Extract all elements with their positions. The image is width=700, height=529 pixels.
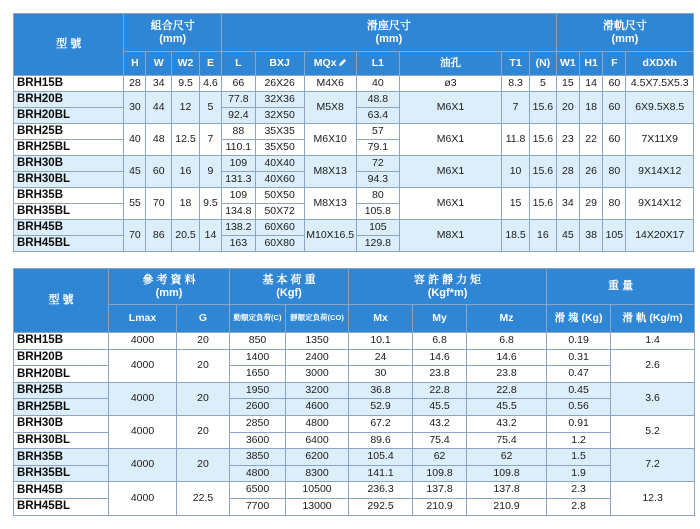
cell-mz: 23.8	[467, 366, 547, 383]
table-row	[14, 449, 695, 466]
cell-n: 15.6	[530, 156, 557, 188]
cell-c0: 6200	[286, 449, 349, 466]
cell-my: 22.8	[413, 382, 467, 399]
col-header: 靜額定負荷(CO)	[286, 305, 349, 333]
group-header-moment: 容 許 靜 力 矩 (Kgf*m)	[349, 269, 547, 305]
cell-l1: 105	[356, 220, 399, 236]
cell-l1: 40	[356, 76, 399, 92]
load-table	[13, 268, 695, 516]
cell-e: 4.6	[199, 76, 221, 92]
table-row	[14, 156, 694, 172]
cell-t1: 7	[502, 92, 530, 124]
cell-l1: 94.3	[356, 172, 399, 188]
cell-block: 2.8	[547, 498, 611, 515]
cell-mz: 75.4	[467, 432, 547, 449]
table-row	[14, 349, 695, 366]
cell-w: 34	[146, 76, 172, 92]
cell-rail: 7.2	[611, 449, 695, 482]
cell-f: 60	[603, 76, 626, 92]
cell-c: 1400	[230, 349, 286, 366]
cell-dxdxh: 9X14X12	[626, 156, 694, 188]
table-row	[14, 382, 695, 399]
cell-l1: 79.1	[356, 140, 399, 156]
cell-l: 92.4	[222, 108, 256, 124]
cell-bxj: 40X60	[255, 172, 304, 188]
model-cell: BRH45B	[14, 220, 124, 236]
cell-t1: 18.5	[502, 220, 530, 252]
model-cell: BRH20BL	[14, 108, 124, 124]
cell-my: 75.4	[413, 432, 467, 449]
cell-c0: 3200	[286, 382, 349, 399]
cell-c0: 1350	[286, 333, 349, 350]
model-cell: BRH45BL	[14, 236, 124, 252]
cell-block: 0.31	[547, 349, 611, 366]
col-header: Mz	[467, 305, 547, 333]
cell-mx: 141.1	[349, 465, 413, 482]
cell-h: 40	[124, 124, 146, 156]
cell-c: 3850	[230, 449, 286, 466]
cell-dxdxh: 7X11X9	[626, 124, 694, 156]
group-header-reference: 參 考 資 料 (mm)	[109, 269, 230, 305]
cell-t1: 8.3	[502, 76, 530, 92]
table-row	[14, 76, 694, 92]
model-header: 型 號	[14, 14, 124, 76]
cell-e: 9.5	[199, 188, 221, 220]
cell-n: 16	[530, 220, 557, 252]
model-cell: BRH30B	[14, 415, 109, 432]
cell-l1: 57	[356, 124, 399, 140]
model-cell: BRH25BL	[14, 399, 109, 416]
cell-h: 55	[124, 188, 146, 220]
col-header: BXJ	[255, 52, 304, 76]
model-cell: BRH35B	[14, 449, 109, 466]
cell-mz: 109.8	[467, 465, 547, 482]
cell-w1: 20	[556, 92, 579, 124]
cell-l: 88	[222, 124, 256, 140]
cell-l1: 105.8	[356, 204, 399, 220]
col-header: Lmax	[109, 305, 177, 333]
cell-c0: 4800	[286, 415, 349, 432]
cell-dxdxh: 9X14X12	[626, 188, 694, 220]
cell-e: 9	[199, 156, 221, 188]
group-header-block: 滑座尺寸 (mm)	[222, 14, 557, 52]
cell-n: 15.6	[530, 188, 557, 220]
cell-c0: 10500	[286, 482, 349, 499]
cell-oil: ø3	[399, 76, 501, 92]
cell-l: 109	[222, 188, 256, 204]
cell-c0: 6400	[286, 432, 349, 449]
cell-mz: 14.6	[467, 349, 547, 366]
cell-bxj: 32X50	[255, 108, 304, 124]
cell-mz: 6.8	[467, 333, 547, 350]
cell-h: 45	[124, 156, 146, 188]
cell-c: 3600	[230, 432, 286, 449]
cell-my: 109.8	[413, 465, 467, 482]
cell-c0: 3000	[286, 366, 349, 383]
col-header: L	[222, 52, 256, 76]
col-header: W2	[172, 52, 200, 76]
cell-mqx: M6X10	[304, 124, 356, 156]
cell-w1: 23	[556, 124, 579, 156]
cell-g: 20	[177, 333, 230, 350]
group-header-assembly: 組合尺寸 (mm)	[124, 14, 222, 52]
load-body	[14, 333, 695, 516]
col-header: G	[177, 305, 230, 333]
cell-w1: 28	[556, 156, 579, 188]
cell-mx: 30	[349, 366, 413, 383]
cell-mz: 62	[467, 449, 547, 466]
model-cell: BRH35BL	[14, 465, 109, 482]
cell-mx: 89.6	[349, 432, 413, 449]
cell-block: 0.91	[547, 415, 611, 432]
cell-my: 62	[413, 449, 467, 466]
cell-f: 60	[603, 124, 626, 156]
cell-my: 137.8	[413, 482, 467, 499]
cell-w2: 12.5	[172, 124, 200, 156]
cell-my: 23.8	[413, 366, 467, 383]
cell-w2: 12	[172, 92, 200, 124]
cell-mx: 105.4	[349, 449, 413, 466]
cell-block: 0.56	[547, 399, 611, 416]
cell-c: 1950	[230, 382, 286, 399]
table-row	[14, 188, 694, 204]
cell-bxj: 40X40	[255, 156, 304, 172]
cell-my: 210.9	[413, 498, 467, 515]
cell-my: 14.6	[413, 349, 467, 366]
cell-rail: 5.2	[611, 415, 695, 448]
cell-t1: 10	[502, 156, 530, 188]
cell-my: 6.8	[413, 333, 467, 350]
cell-lmax: 4000	[109, 415, 177, 448]
cell-h: 70	[124, 220, 146, 252]
cell-l: 163	[222, 236, 256, 252]
cell-c: 1650	[230, 366, 286, 383]
cell-block: 2.3	[547, 482, 611, 499]
col-header: 動額定負荷(C)	[230, 305, 286, 333]
cell-h1: 14	[580, 76, 603, 92]
table-row	[14, 220, 694, 236]
model-cell: BRH25B	[14, 382, 109, 399]
model-cell: BRH25B	[14, 124, 124, 140]
cell-mz: 22.8	[467, 382, 547, 399]
model-cell: BRH45B	[14, 482, 109, 499]
cell-g: 20	[177, 415, 230, 448]
pencil-icon	[338, 58, 347, 67]
cell-mz: 137.8	[467, 482, 547, 499]
cell-l1: 72	[356, 156, 399, 172]
col-header-label: MQx	[313, 56, 337, 69]
cell-rail: 12.3	[611, 482, 695, 515]
cell-rail: 2.6	[611, 349, 695, 382]
cell-w1: 45	[556, 220, 579, 252]
cell-h1: 29	[580, 188, 603, 220]
model-cell: BRH15B	[14, 76, 124, 92]
cell-c: 2600	[230, 399, 286, 416]
cell-e: 5	[199, 92, 221, 124]
cell-c: 2850	[230, 415, 286, 432]
cell-oil: M6X1	[399, 156, 501, 188]
model-cell: BRH15B	[14, 333, 109, 350]
model-cell: BRH30BL	[14, 172, 124, 188]
cell-bxj: 35X35	[255, 124, 304, 140]
cell-w1: 15	[556, 76, 579, 92]
model-cell: BRH35BL	[14, 204, 124, 220]
cell-h1: 22	[580, 124, 603, 156]
cell-lmax: 4000	[109, 482, 177, 515]
cell-h: 30	[124, 92, 146, 124]
cell-mx: 10.1	[349, 333, 413, 350]
cell-l: 77.8	[222, 92, 256, 108]
cell-mx: 67.2	[349, 415, 413, 432]
cell-oil: M6X1	[399, 92, 501, 124]
cell-lmax: 4000	[109, 333, 177, 350]
cell-bxj: 50X72	[255, 204, 304, 220]
col-header: E	[199, 52, 221, 76]
cell-dxdxh: 14X20X17	[626, 220, 694, 252]
cell-bxj: 35X50	[255, 140, 304, 156]
model-cell: BRH35B	[14, 188, 124, 204]
cell-mqx: M4X6	[304, 76, 356, 92]
col-header: L1	[356, 52, 399, 76]
col-header: W1	[556, 52, 579, 76]
col-header: W	[146, 52, 172, 76]
col-header: 滑 塊 (Kg)	[547, 305, 611, 333]
cell-rail: 1.4	[611, 333, 695, 350]
cell-lmax: 4000	[109, 382, 177, 415]
cell-c: 6500	[230, 482, 286, 499]
col-header: My	[413, 305, 467, 333]
model-cell: BRH20B	[14, 349, 109, 366]
cell-c: 7700	[230, 498, 286, 515]
cell-f: 105	[603, 220, 626, 252]
cell-t1: 15	[502, 188, 530, 220]
cell-mx: 24	[349, 349, 413, 366]
cell-mqx: M5X8	[304, 92, 356, 124]
cell-w2: 9.5	[172, 76, 200, 92]
cell-mqx: M8X13	[304, 188, 356, 220]
cell-g: 20	[177, 382, 230, 415]
table-row	[14, 482, 695, 499]
model-cell: BRH30BL	[14, 432, 109, 449]
cell-w2: 18	[172, 188, 200, 220]
cell-h: 28	[124, 76, 146, 92]
group-header-weight: 重 量	[547, 269, 695, 305]
cell-n: 15.6	[530, 124, 557, 156]
cell-l1: 63.4	[356, 108, 399, 124]
cell-my: 45.5	[413, 399, 467, 416]
cell-rail: 3.6	[611, 382, 695, 415]
cell-mz: 43.2	[467, 415, 547, 432]
cell-h1: 26	[580, 156, 603, 188]
cell-mx: 52.9	[349, 399, 413, 416]
model-cell: BRH25BL	[14, 140, 124, 156]
model-header: 型 號	[14, 269, 109, 333]
cell-mqx: M10X16.5	[304, 220, 356, 252]
cell-w: 86	[146, 220, 172, 252]
cell-w: 44	[146, 92, 172, 124]
cell-h1: 18	[580, 92, 603, 124]
table-row	[14, 415, 695, 432]
col-header: H	[124, 52, 146, 76]
cell-block: 1.5	[547, 449, 611, 466]
cell-l: 110.1	[222, 140, 256, 156]
cell-mz: 210.9	[467, 498, 547, 515]
cell-dxdxh: 4.5X7.5X5.3	[626, 76, 694, 92]
table-row	[14, 333, 695, 350]
cell-c: 850	[230, 333, 286, 350]
cell-c0: 13000	[286, 498, 349, 515]
cell-block: 0.45	[547, 382, 611, 399]
model-cell: BRH45BL	[14, 498, 109, 515]
cell-bxj: 32X36	[255, 92, 304, 108]
cell-mx: 36.8	[349, 382, 413, 399]
cell-l: 131.3	[222, 172, 256, 188]
col-header: T1	[502, 52, 530, 76]
cell-block: 0.19	[547, 333, 611, 350]
cell-mqx: M8X13	[304, 156, 356, 188]
table-row	[14, 124, 694, 140]
cell-w: 70	[146, 188, 172, 220]
cell-h1: 38	[580, 220, 603, 252]
cell-t1: 11.8	[502, 124, 530, 156]
col-header: F	[603, 52, 626, 76]
table-row	[14, 92, 694, 108]
cell-block: 1.9	[547, 465, 611, 482]
col-header: 油孔	[399, 52, 501, 76]
cell-l: 66	[222, 76, 256, 92]
cell-c: 4800	[230, 465, 286, 482]
cell-w2: 20.5	[172, 220, 200, 252]
cell-oil: M6X1	[399, 188, 501, 220]
cell-bxj: 26X26	[255, 76, 304, 92]
cell-lmax: 4000	[109, 349, 177, 382]
col-header: Mx	[349, 305, 413, 333]
cell-g: 20	[177, 349, 230, 382]
cell-l: 138.2	[222, 220, 256, 236]
model-cell: BRH20BL	[14, 366, 109, 383]
cell-f: 80	[603, 188, 626, 220]
dimensions-body	[14, 76, 694, 252]
cell-w: 48	[146, 124, 172, 156]
cell-bxj: 60X60	[255, 220, 304, 236]
cell-f: 80	[603, 156, 626, 188]
cell-mz: 45.5	[467, 399, 547, 416]
col-header-mqx	[304, 52, 356, 76]
cell-l1: 129.8	[356, 236, 399, 252]
cell-f: 60	[603, 92, 626, 124]
cell-w: 60	[146, 156, 172, 188]
cell-block: 0.47	[547, 366, 611, 383]
group-header-load: 基 本 荷 重 (Kgf)	[230, 269, 349, 305]
cell-oil: M6X1	[399, 124, 501, 156]
col-header: dXDXh	[626, 52, 694, 76]
cell-l: 109	[222, 156, 256, 172]
cell-mx: 236.3	[349, 482, 413, 499]
cell-my: 43.2	[413, 415, 467, 432]
cell-c0: 2400	[286, 349, 349, 366]
cell-dxdxh: 6X9.5X8.5	[626, 92, 694, 124]
cell-l: 134.8	[222, 204, 256, 220]
cell-bxj: 50X50	[255, 188, 304, 204]
cell-oil: M8X1	[399, 220, 501, 252]
col-header: (N)	[530, 52, 557, 76]
cell-w1: 34	[556, 188, 579, 220]
group-header-rail: 滑軌尺寸 (mm)	[556, 14, 693, 52]
cell-l1: 80	[356, 188, 399, 204]
model-cell: BRH30B	[14, 156, 124, 172]
cell-l1: 48.8	[356, 92, 399, 108]
cell-mx: 292.5	[349, 498, 413, 515]
model-cell: BRH20B	[14, 92, 124, 108]
cell-block: 1.2	[547, 432, 611, 449]
cell-lmax: 4000	[109, 449, 177, 482]
cell-e: 7	[199, 124, 221, 156]
cell-n: 15.6	[530, 92, 557, 124]
cell-e: 14	[199, 220, 221, 252]
dimensions-table	[13, 13, 694, 252]
cell-c0: 8300	[286, 465, 349, 482]
cell-g: 20	[177, 449, 230, 482]
col-header: H1	[580, 52, 603, 76]
cell-g: 22.5	[177, 482, 230, 515]
cell-w2: 16	[172, 156, 200, 188]
cell-n: 5	[530, 76, 557, 92]
cell-bxj: 60X80	[255, 236, 304, 252]
cell-c0: 4600	[286, 399, 349, 416]
col-header: 滑 軌 (Kg/m)	[611, 305, 695, 333]
